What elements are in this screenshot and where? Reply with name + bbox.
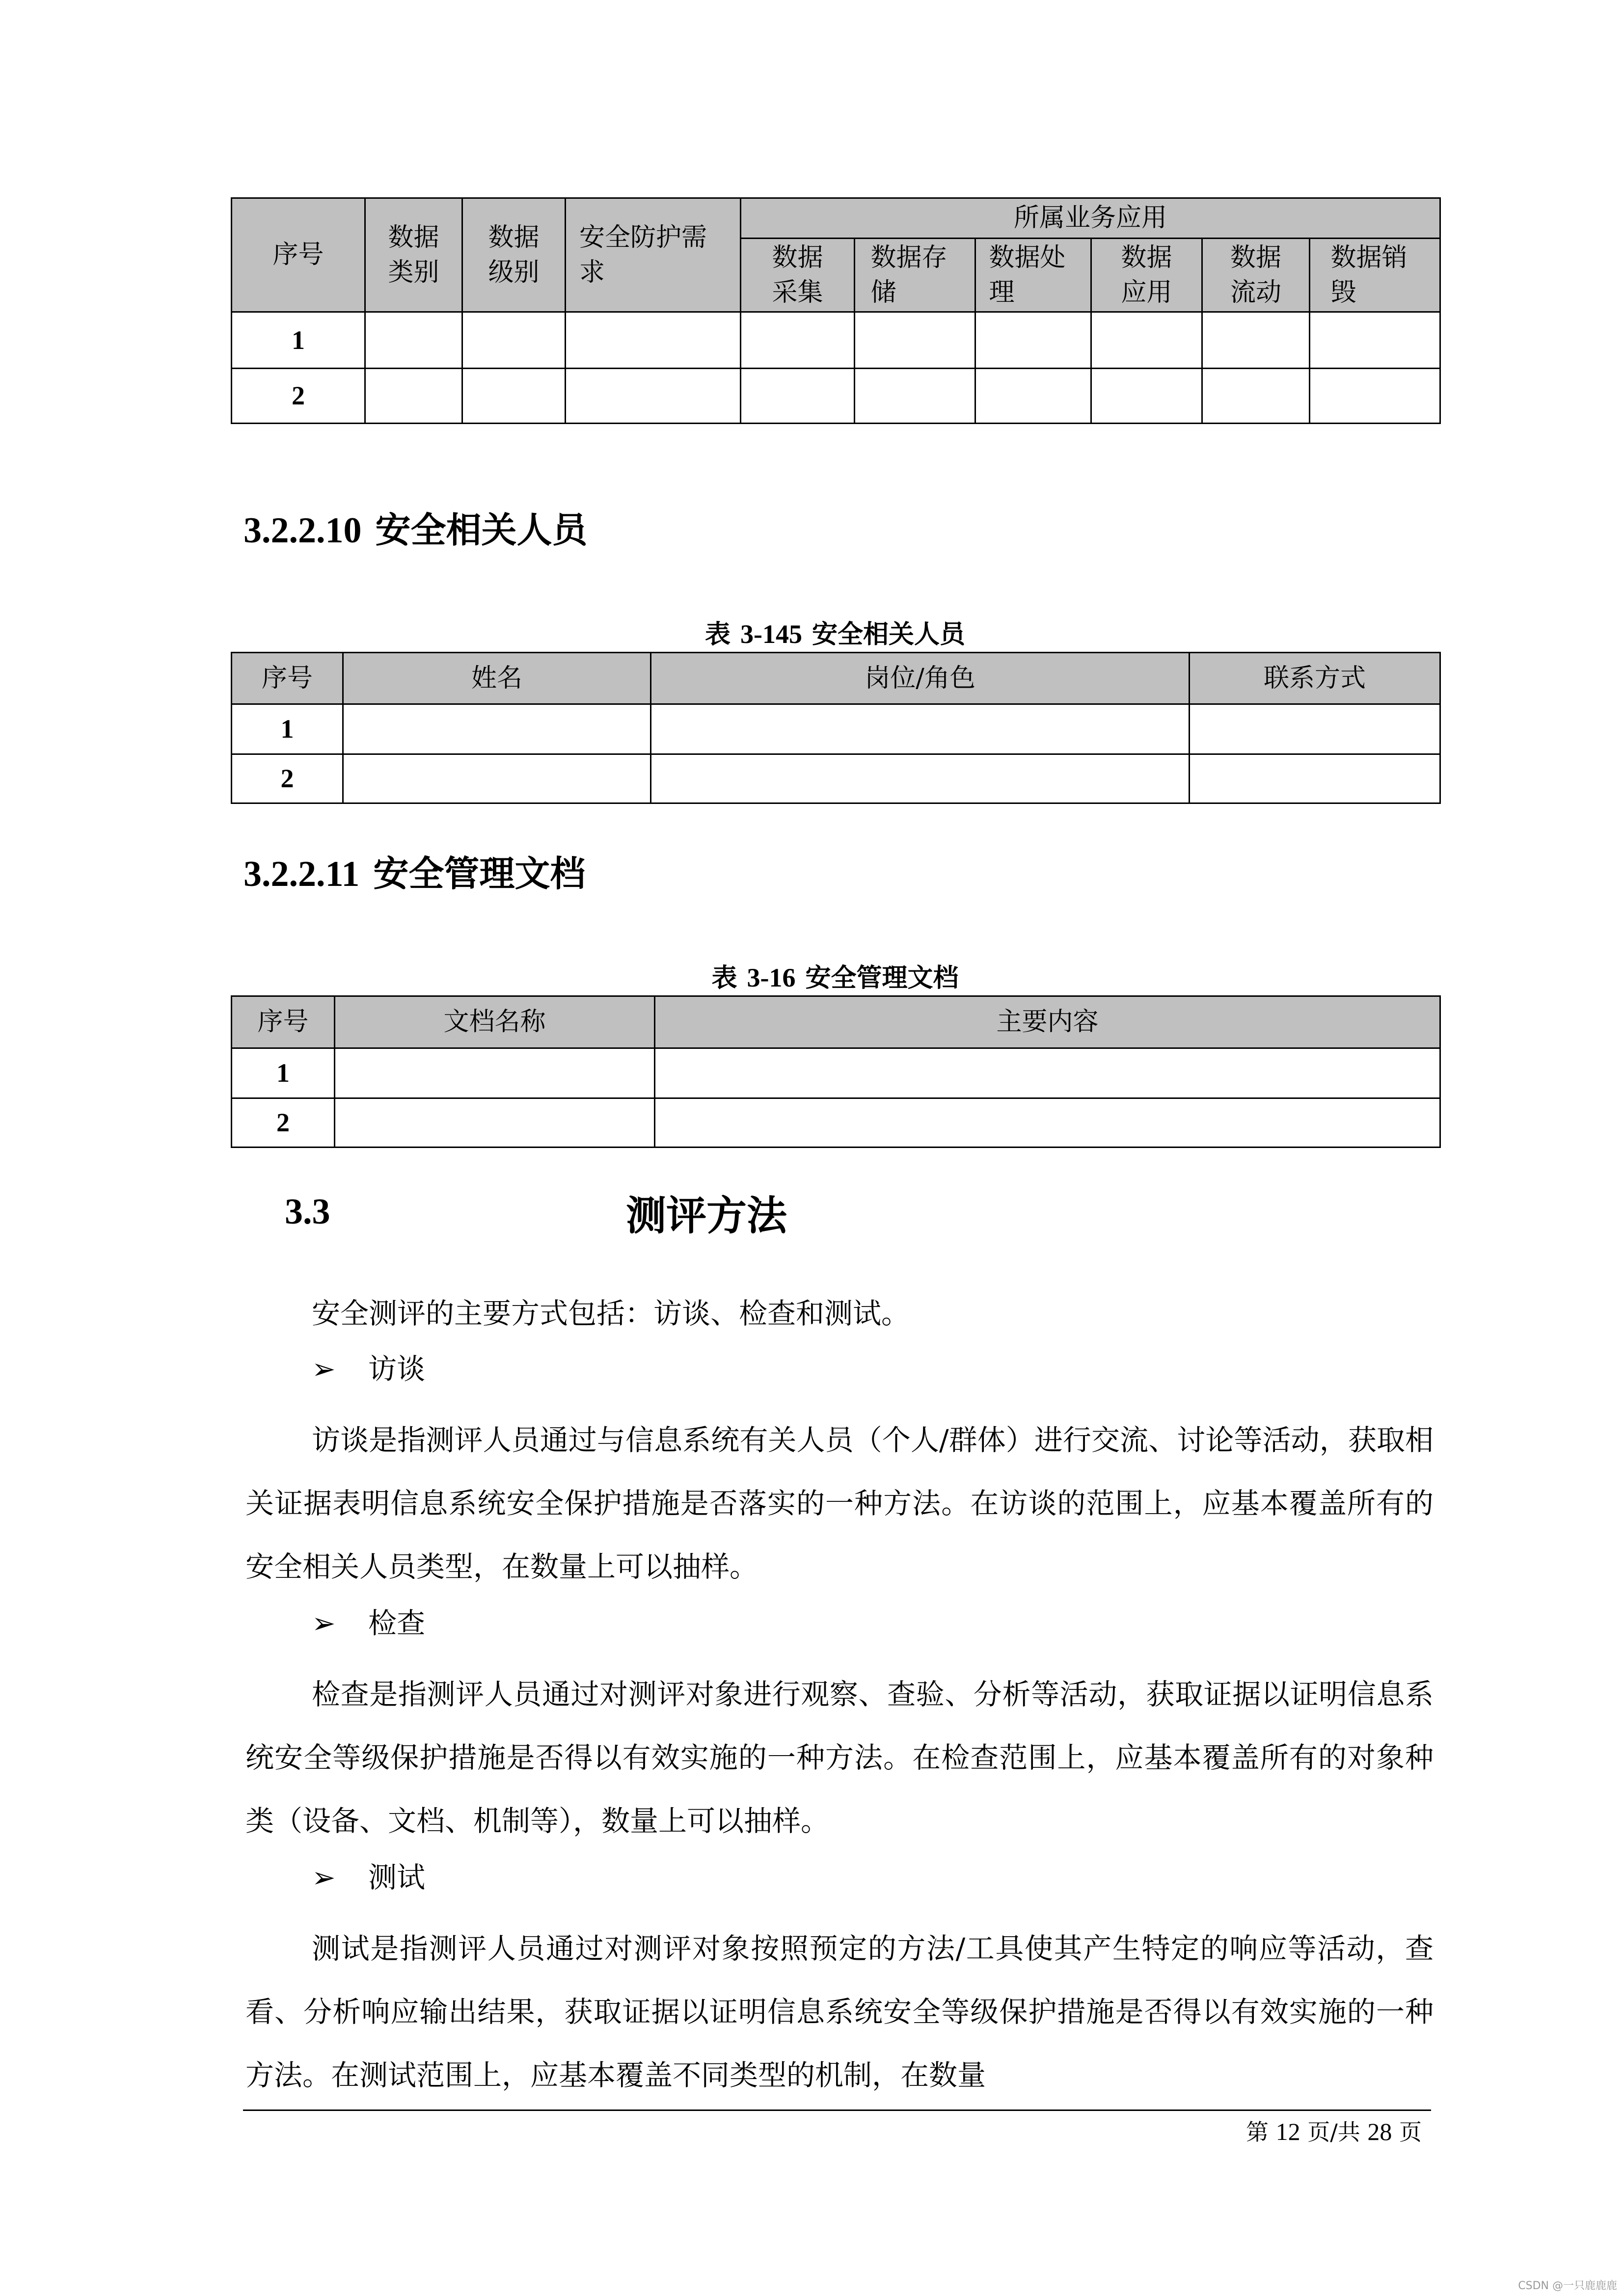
footer-divider <box>243 2109 1431 2111</box>
header-level: 数据级别 <box>462 198 566 312</box>
section-heading-3-2-2-10: 3.2.2.10 安全相关人员 <box>244 509 588 551</box>
header-category: 数据类别 <box>365 198 462 312</box>
section-heading-3-3: 3.3 <box>285 1192 330 1232</box>
header-business: 所属业务应用 <box>741 198 1440 239</box>
header-destroy: 数据销毁 <box>1310 239 1440 312</box>
bullet-interview: ➢ 访谈 <box>312 1352 426 1386</box>
watermark: CSDN @一只鹿鹿鹿 <box>1518 2280 1617 2292</box>
section-title-3-3: 测评方法 <box>626 1193 787 1239</box>
row-seq: 1 <box>232 312 365 369</box>
table-caption-3-16: 表 3-16 安全管理文档 <box>711 963 959 993</box>
header-apply: 数据应用 <box>1091 239 1202 312</box>
data-security-table <box>231 197 1441 424</box>
table-row <box>232 704 1440 754</box>
header-seq: 序号 <box>232 996 335 1048</box>
header-collect: 数据采集 <box>741 239 855 312</box>
arrow-bullet-icon: ➢ <box>312 1352 336 1386</box>
header-contact: 联系方式 <box>1190 653 1440 704</box>
page-footer: 第 12 页/共 28 页 <box>1246 2118 1422 2145</box>
arrow-bullet-icon: ➢ <box>312 1861 336 1894</box>
table-row <box>232 1048 1440 1098</box>
interview-paragraph: 访谈是指测评人员通过与信息系统有关人员（个人/群体）进行交流、讨论等活动，获取相关证据表明信息系统安全保护措施是否落实的一种方法。在访谈的范围上，应基本覆盖所有的安全相关人员类型，在数量上可以抽样。 <box>245 1423 1434 1583</box>
intro-paragraph: 安全测评的主要方式包括：访谈、检查和测试。 <box>312 1297 910 1330</box>
table-row <box>232 1098 1440 1148</box>
arrow-bullet-icon: ➢ <box>312 1606 336 1640</box>
row-seq: 1 <box>232 1048 335 1098</box>
table-row <box>232 754 1440 803</box>
header-seq: 序号 <box>232 653 343 704</box>
header-doc-name: 文档名称 <box>335 996 655 1048</box>
table-row <box>232 369 1440 424</box>
table-row <box>232 312 1440 369</box>
test-paragraph: 测试是指测评人员通过对测评对象按照预定的方法/工具使其产生特定的响应等活动，查看、分析响应输出结果，获取证据以证明信息系统安全等级保护措施是否得以有效实施的一种方法。在测试范围上，应基本覆盖不同类型的机制，在数量 <box>245 1932 1434 2092</box>
check-paragraph: 检查是指测评人员通过对测评对象进行观察、查验、分析等活动，获取证据以证明信息系统安全等级保护措施是否得以有效实施的一种方法。在检查范围上，应基本覆盖所有的对象种类（设备、文档、机制等），数量上可以抽样。 <box>245 1678 1434 1838</box>
header-name: 姓名 <box>343 653 651 704</box>
header-role: 岗位/角色 <box>651 653 1190 704</box>
row-seq: 2 <box>232 754 343 803</box>
table-caption-3-145: 表 3-145 安全相关人员 <box>704 619 965 649</box>
section-heading-3-2-2-11: 3.2.2.11 安全管理文档 <box>244 853 586 894</box>
row-seq: 2 <box>232 369 365 424</box>
header-content: 主要内容 <box>655 996 1440 1048</box>
header-process: 数据处理 <box>975 239 1091 312</box>
header-flow: 数据流动 <box>1202 239 1310 312</box>
header-protection: 安全防护需求 <box>566 198 741 312</box>
row-seq: 2 <box>232 1098 335 1148</box>
bullet-check: ➢ 检查 <box>312 1606 426 1640</box>
security-personnel-table <box>231 652 1441 804</box>
header-seq: 序号 <box>232 198 365 312</box>
header-store: 数据存储 <box>855 239 975 312</box>
bullet-test: ➢ 测试 <box>312 1861 426 1894</box>
security-docs-table <box>231 995 1441 1148</box>
row-seq: 1 <box>232 704 343 754</box>
